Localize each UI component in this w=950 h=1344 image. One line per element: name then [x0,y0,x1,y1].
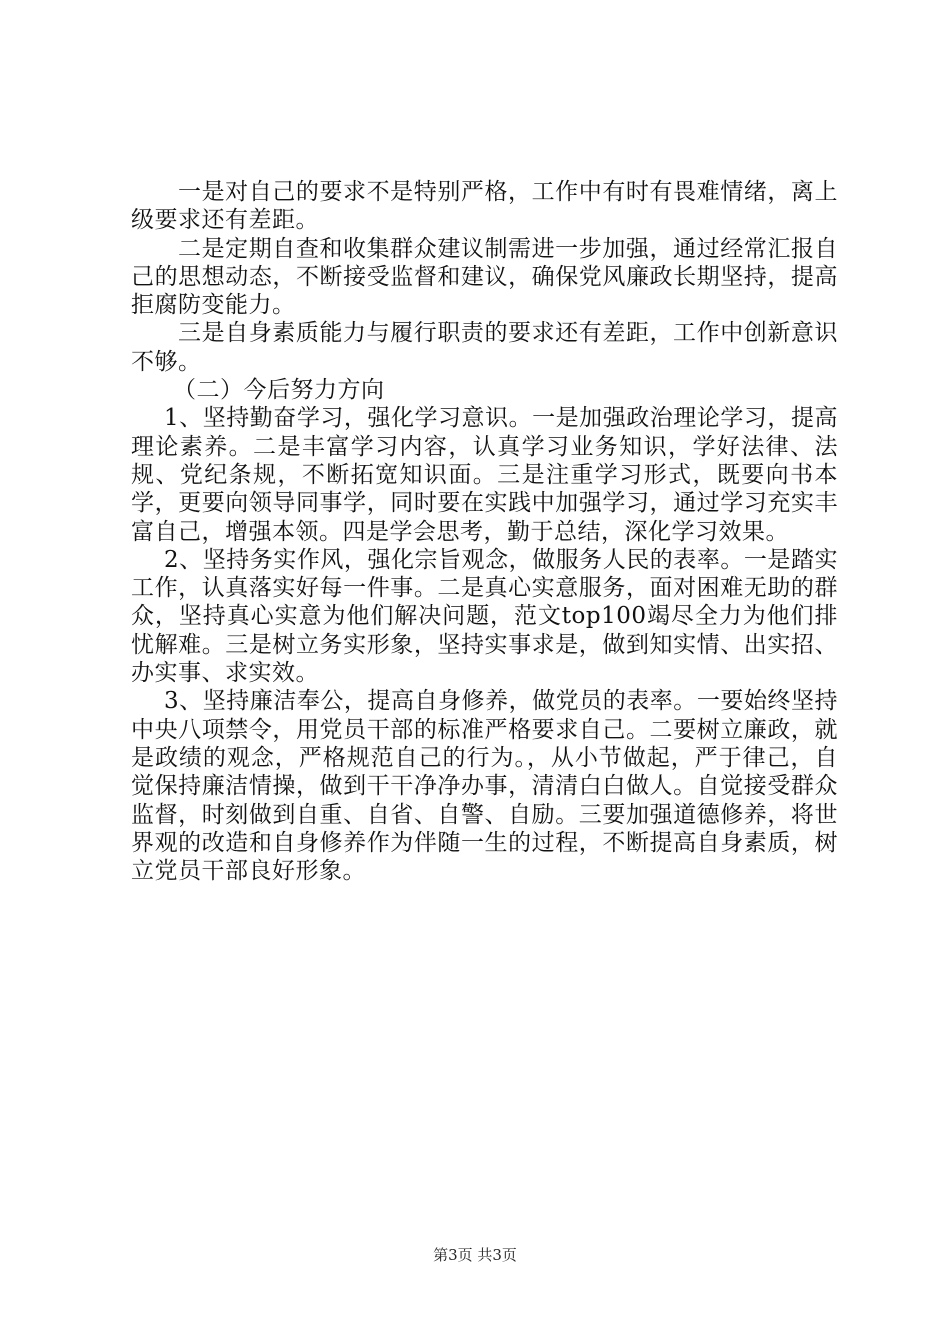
paragraph-direction-2: 2、坚持务实作风，强化宗旨观念，做服务人民的表率。一是踏实工作，认真落实好每一件事。二是真心实意服务，面对困难无助的群众，坚持真心实意为他们解决问题，范文top100竭尽全力为他们排忧解难。三是树立务实形象，坚持实事求是，做到知实情、出实招、办实事、求实效。 [131,546,838,687]
page-number-footer: 第3页 共3页 [433,1246,517,1264]
section-heading-future-direction: （二）今后努力方向 [173,377,385,404]
paragraph-direction-3: 3、坚持廉洁奉公，提高自身修养，做党员的表率。一要始终坚持中央八项禁令，用党员干部的标准严格要求自己。二要树立廉政，就是政绩的观念，严格规范自己的行为。，从小节做起，严于律己，自觉保持廉洁情操，做到干干净净办事，清清白白做人。自觉接受群众监督，时刻做到自重、自省、自警、自励。三要加强道德修养，将世界观的改造和自身修养作为伴随一生的过程，不断提高自身素质，树立党员干部良好形象。 [131,688,838,885]
paragraph-shortcoming-3: 三是自身素质能力与履行职责的要求还有差距，工作中创新意识不够。 [131,320,838,375]
paragraph-shortcoming-2: 二是定期自查和收集群众建议制需进一步加强，通过经常汇报自己的思想动态，不断接受监督和建议，确保党风廉政长期坚持，提高拒腐防变能力。 [131,235,838,319]
paragraph-direction-1: 1、坚持勤奋学习，强化学习意识。一是加强政治理论学习，提高理论素养。二是丰富学习内容，认真学习业务知识，学好法律、法规、党纪条规，不断拓宽知识面。三是注重学习形式，既要向书本学，更要向领导同事学，同时要在实践中加强学习，通过学习充实丰富自己，增强本领。四是学会思考，勤于总结，深化学习效果。 [131,405,838,545]
paragraph-shortcoming-1: 一是对自己的要求不是特别严格，工作中有时有畏难情绪，离上级要求还有差距。 [131,179,838,234]
document-body [131,178,838,885]
